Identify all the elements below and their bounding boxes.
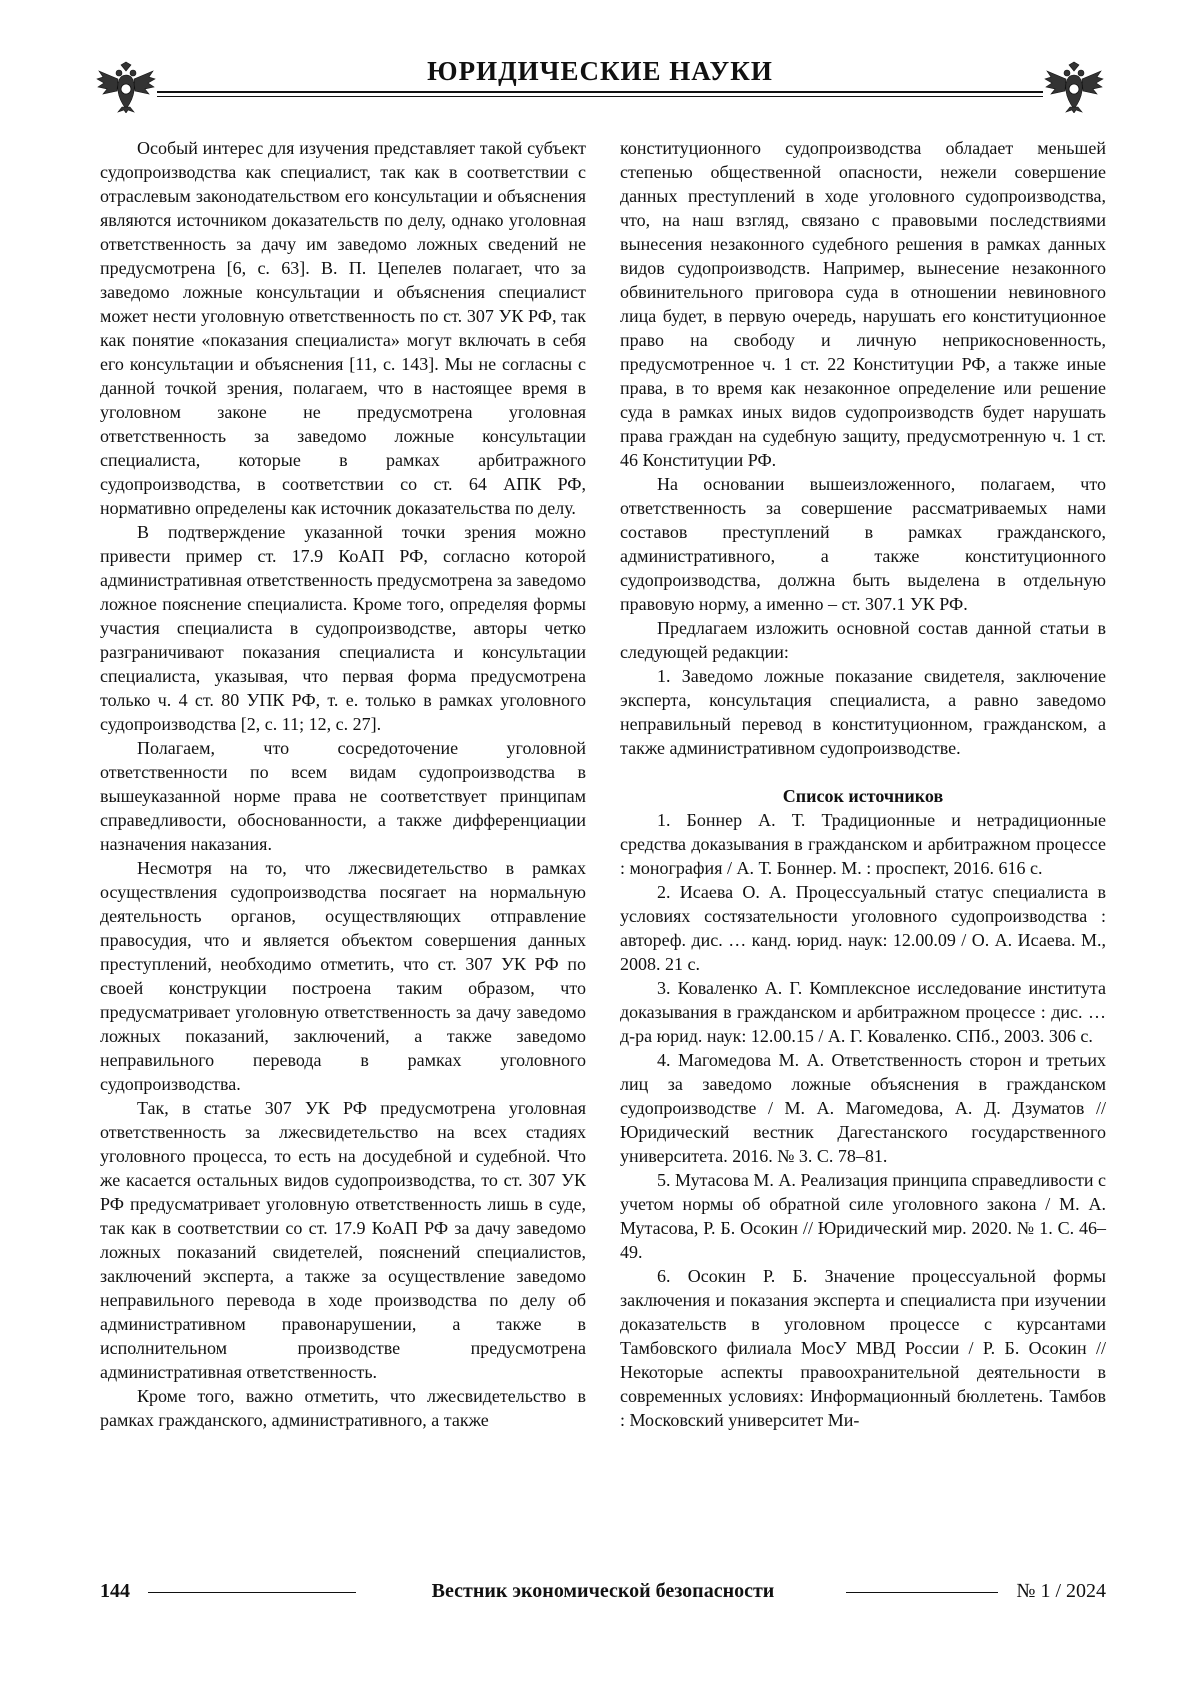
body-paragraph: Так, в статье 307 УК РФ предусмотрена уголовная ответственность за лжесвидетельство на всех стадиях уголовного процесса, то есть на досудебной и судебной. Что же касается остальных видов судопроизводства, то ст. 307 УК РФ предусматривает уголовную ответственность лишь в суде, так как в соответствии со ст. 17.9 КоАП РФ за дачу заведомо ложных показаний свидетелей, пояснений специалистов, заключений эксперта, а также за осуществление заведомо неправильного перевода в ходе производства по делу об административном правонарушении, а также в исполнительном производстве предусмотрена административная ответственность.	[100, 1098, 586, 1382]
reference-item: 3. Коваленко А. Г. Комплексное исследование института доказывания в гражданском и арбитражном процессе : дис. … д-ра юрид. наук: 12.00.15 / А. Г. Коваленко. СПб., 2003. 306 с.	[620, 978, 1106, 1046]
header-rule	[157, 91, 1043, 93]
reference-item: 6. Осокин Р. Б. Значение процессуальной формы заключения и показания эксперта и специалиста при изучении доказательств в уголовном процессе с курсантами Тамбовского филиала МосУ МВД России / Р. Б. Осокин // Некоторые аспекты правоохранительной деятельности в современных условиях: Информационный бюллетень. Тамбов : Московский университет Ми-	[620, 1266, 1106, 1430]
header-rule-thin	[157, 96, 1043, 97]
journal-title: Вестник экономической безопасности	[431, 1580, 775, 1602]
reference-item: 2. Исаева О. А. Процессуальный статус специалиста в условиях состязательности уголовного судопроизводства : автореф. дис. … канд. юрид. наук: 12.00.09 / О. А. Исаева. М., 2008. 21 с.	[620, 882, 1106, 974]
body-paragraph: Полагаем, что сосредоточение уголовной ответственности по всем видам судопроизводства в вышеуказанной норме права не соответствует принципам справедливости, обоснованности, а также дифференциации назначения наказания.	[100, 738, 586, 854]
right-column	[620, 136, 1106, 1432]
running-header	[95, 55, 1105, 115]
body-paragraph: Кроме того, важно отметить, что лжесвидетельство в рамках гражданского, административного, а также	[100, 1386, 586, 1430]
body-paragraph: Предлагаем изложить основной состав данной статьи в следующей редакции:	[620, 618, 1106, 662]
issue-number: № 1 / 2024	[1016, 1580, 1106, 1602]
footer-rule-right	[846, 1592, 998, 1593]
body-paragraph: На основании вышеизложенного, полагаем, что ответственность за совершение рассматриваемых нами составов преступлений в рамках гражданского, административного, а также конституционного судопроизводства, должна быть выделена в отдельную правовую норму, а именно – ст. 307.1 УК РФ.	[620, 474, 1106, 614]
proposed-article-text: 1. Заведомо ложные показание свидетеля, заключение эксперта, консультация специалиста, а равно заведомо неправильный перевод в конституционном, гражданском, а также административном судопроизводстве.	[620, 666, 1106, 758]
reference-item: 1. Боннер А. Т. Традиционные и нетрадиционные средства доказывания в гражданском и арбитражном процессе : монография / А. Т. Боннер. М. : проспект, 2016. 616 с.	[620, 810, 1106, 878]
body-paragraph: В подтверждение указанной точки зрения можно привести пример ст. 17.9 КоАП РФ, согласно которой административная ответственность предусмотрена за заведомо ложное пояснение специалиста. Кроме того, определяя формы участия специалиста в судопроизводстве, авторы четко разграничивают показания специалиста и консультации специалиста, указывая, что первая форма предусмотрена только ч. 4 ст. 80 УПК РФ, т. е. только в рамках уголовного судопроизводства [2, с. 11; 12, с. 27].	[100, 522, 586, 734]
page-number: 144	[100, 1580, 130, 1602]
running-footer	[100, 1578, 1106, 1608]
reference-item: 4. Магомедова М. А. Ответственность сторон и третьих лиц за заведомо ложные объяснения в гражданском судопроизводстве / М. А. Магомедова, А. Д. Дзуматов // Юридический вестник Дагестанского государственного университета. 2016. № 3. С. 78–81.	[620, 1050, 1106, 1166]
left-column	[100, 136, 586, 1432]
double-headed-eagle-emblem-icon	[1043, 61, 1105, 113]
body-paragraph: Несмотря на то, что лжесвидетельство в рамках осуществления судопроизводства посягает на нормальную деятельность органов, осуществляющих отправление правосудия, что и является объектом совершения данных преступлений, необходимо отметить, что ст. 307 УК РФ по своей конструкции построена таким образом, что предусматривает уголовную ответственность за дачу заведомо ложных показаний, заключений, а также заведомо неправильного перевода в рамках уголовного судопроизводства.	[100, 858, 586, 1094]
body-paragraph-continued: конституционного судопроизводства обладает меньшей степенью общественной опасности, нежели совершение данных преступлений в ходе уголовного судопроизводства, что, на наш взгляд, связано с правовыми последствиями вынесения незаконного судебного решения в рамках данных видов судопроизводств. Например, вынесение незаконного обвинительного приговора суда в отношении невиновного лица будет, в первую очередь, нарушать его конституционное право на свободу и личную неприкосновенность, предусмотренное ч. 1 ст. 22 Конституции РФ, а также иные права, в то время как незаконное определение или решение суда в рамках иных видов судопроизводств будет нарушать права граждан на судебную защиту, предусмотренную ч. 1 ст. 46 Конституции РФ.	[620, 138, 1106, 470]
references-title: Список источников	[782, 786, 944, 806]
body-paragraph: Особый интерес для изучения представляет такой субъект судопроизводства как специалист, так как в соответствии с отраслевым законодательством его консультации и объяснения являются источником доказательств по делу, однако уголовная ответственность за дачу им заведомо ложных сведений не предусмотрена [6, с. 63]. В. П. Цепелев полагает, что за заведомо ложные консультации и объяснения специалист может нести уголовную ответственность по ст. 307 УК РФ, так как понятие «показания специалиста» могут включать в себя его консультации и объяснения [11, с. 143]. Мы не согласны с данной точкой зрения, полагаем, что в настоящее время в уголовном законе не предусмотрена уголовная ответственность за заведомо ложные консультации специалиста, которые в рамках арбитражного судопроизводства, в соответствии со ст. 64 АПК РФ, нормативно определены как источник доказательства по делу.	[100, 138, 586, 518]
section-title: ЮРИДИЧЕСКИЕ НАУКИ	[427, 56, 773, 86]
double-headed-eagle-emblem-icon	[95, 61, 157, 113]
reference-item: 5. Мутасова М. А. Реализация принципа справедливости с учетом нормы об обратной силе уголовного закона / М. А. Мутасова, Р. Б. Осокин // Юридический мир. 2020. № 1. С. 46–49.	[620, 1170, 1106, 1262]
